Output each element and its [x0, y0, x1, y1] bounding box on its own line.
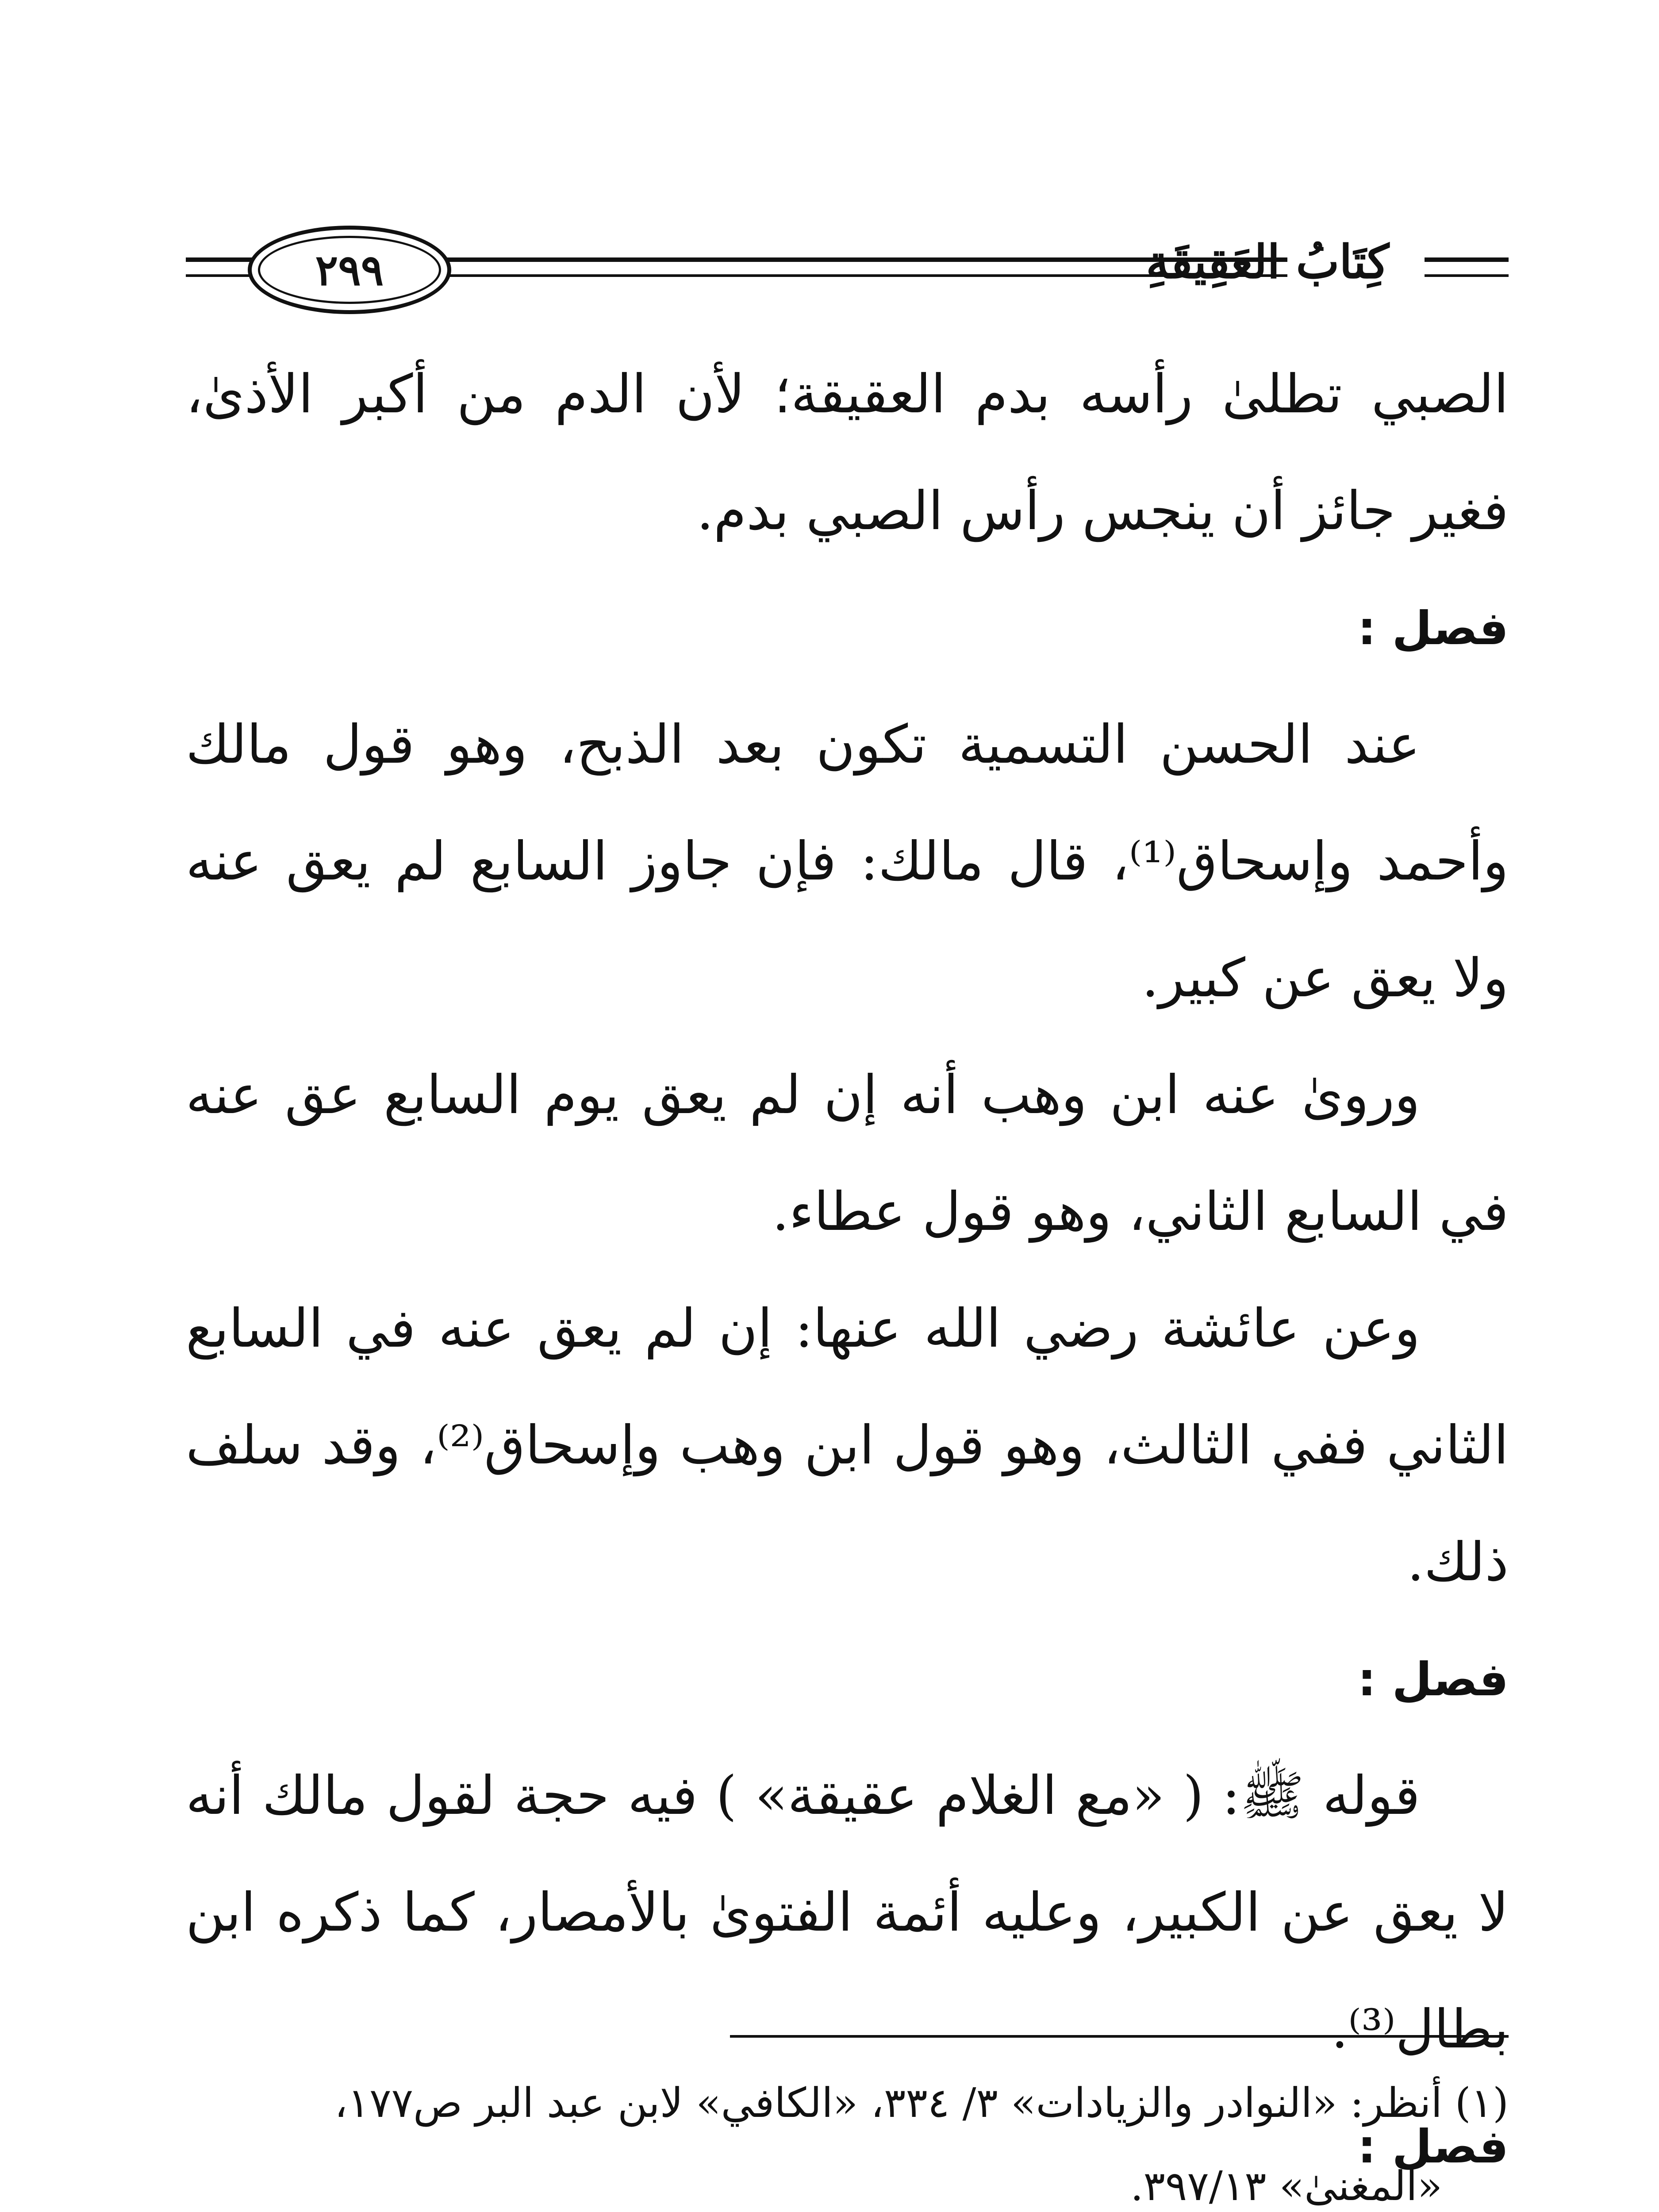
page-header	[186, 208, 1509, 327]
header-rule-right-bottom	[1425, 274, 1509, 277]
paragraph: الصبي تطلىٰ رأسه بدم العقيقة؛ لأن الدم من أكبر الأذىٰ، فغير جائز أن ينجس رأس الصبي بدم.	[186, 364, 1509, 542]
page-number-badge	[248, 226, 451, 314]
paragraph: وروىٰ عنه ابن وهب أنه إن لم يعق يوم السابع عق عنه في السابع الثاني، وهو قول عطاء.	[186, 1064, 1509, 1243]
chapter-title: كِتَابُ العَقِيقَةِ	[1146, 234, 1389, 289]
page-number: ٢٩٩	[315, 245, 384, 295]
section-heading: فصل :	[1357, 601, 1509, 655]
paragraph: عند الحسن التسمية تكون بعد الذبح، وهو قول مالك وأحمد وإسحاق⁽¹⁾، قال مالك: فإن جاوز السابع لم يعق عنه ولا يعق عن كبير.	[186, 714, 1509, 1009]
main-text	[186, 336, 1509, 2212]
paragraph: قوله ﷺ: ( «مع الغلام عقيقة» ) فيه حجة لقول مالك أنه لا يعق عن الكبير، وعليه أئمة الفتوىٰ بالأمصار، كما ذكره ابن بطال⁽³⁾.	[186, 1765, 1509, 2060]
paragraph: وعن عائشة رضي الله عنها: إن لم يعق عنه في السابع الثاني ففي الثالث، وهو قول ابن وهب وإسحاق⁽²⁾، وقد سلف ذلك.	[186, 1298, 1509, 1593]
header-rule-left-outer	[186, 257, 252, 262]
footnote-text: أنظر: «النوادر والزيادات» ٣/ ٣٣٤، «الكافي» لابن عبد البر ص١٧٧، «المغنىٰ» ٣٩٧/١٣.	[334, 2079, 1442, 2210]
footnote-separator	[730, 2035, 1509, 2038]
footnote-number: (١)	[1455, 2079, 1509, 2127]
section-heading: فصل :	[1357, 2120, 1509, 2174]
header-rule-right-top	[1425, 257, 1509, 262]
section-heading: فصل :	[1357, 1652, 1509, 1706]
header-rule-left-inner	[186, 274, 252, 277]
page-number-inner-ring	[258, 236, 441, 304]
footnote-1	[248, 2062, 1509, 2212]
footnotes	[248, 2062, 1509, 2212]
